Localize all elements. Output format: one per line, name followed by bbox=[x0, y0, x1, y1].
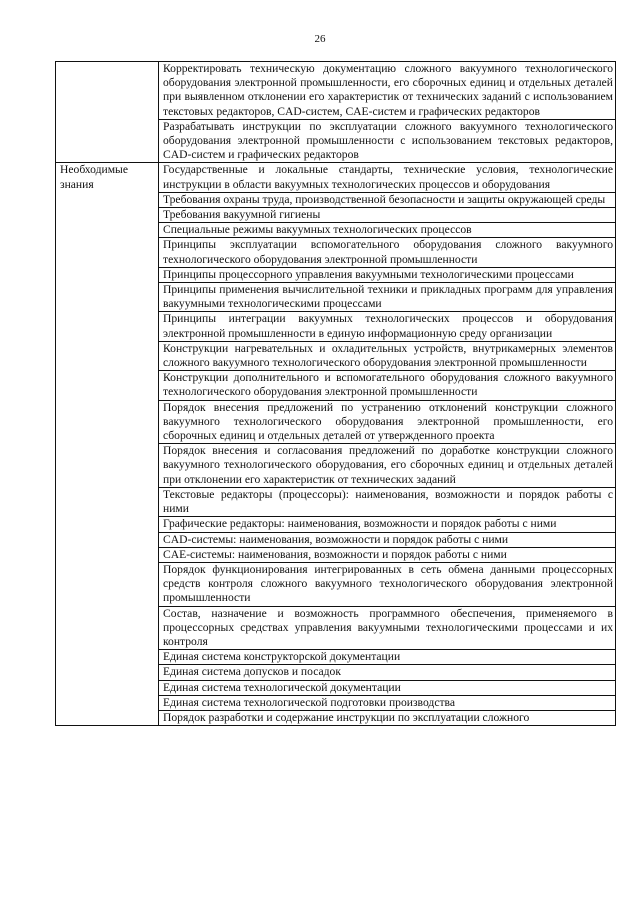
knowledge-item: Принципы процессорного управления вакуумными технологическими процессами bbox=[159, 267, 616, 282]
knowledge-item: Текстовые редакторы (процессоры): наименования, возможности и порядок работы с ними bbox=[159, 487, 616, 516]
knowledge-item: Порядок разработки и содержание инструкции по эксплуатации сложного bbox=[159, 710, 616, 725]
knowledge-item: Единая система допусков и посадок bbox=[159, 665, 616, 680]
knowledge-item: Принципы применения вычислительной техники и прикладных программ для управления вакуумными технологическими процессами bbox=[159, 283, 616, 312]
knowledge-item: CAD-системы: наименования, возможности и порядок работы с ними bbox=[159, 532, 616, 547]
knowledge-item: Требования вакуумной гигиены bbox=[159, 208, 616, 223]
knowledge-item: Единая система технологической подготовки производства bbox=[159, 695, 616, 710]
page-number: 26 bbox=[314, 33, 326, 45]
knowledge-item: Графические редакторы: наименования, возможности и порядок работы с ними bbox=[159, 517, 616, 532]
knowledge-item: Порядок функционирования интегрированных в сеть обмена данными процессорных средств контроля сложного вакуумного технологического оборудования электронной промышленности bbox=[159, 562, 616, 606]
knowledge-item: Конструкции нагревательных и охладительных устройств, внутрикамерных элементов сложного вакуумного технологического оборудования электронной промышленности bbox=[159, 341, 616, 370]
row-label-empty bbox=[56, 62, 159, 163]
knowledge-item: CAE-системы: наименования, возможности и порядок работы с ними bbox=[159, 547, 616, 562]
ability-item: Разрабатывать инструкции по эксплуатации сложного вакуумного технологического оборудования электронной промышленности с использованием текстовых редакторов, CAD-систем и графических редакторов bbox=[159, 119, 616, 163]
ability-item: Корректировать техническую документацию сложного вакуумного технологического оборудования электронной промышленности, его сборочных единиц и отдельных деталей при выявленном отклонении его характеристик от технических заданий с использованием текстовых редакторов, CAD-систем, CAE-систем и графических редакторов bbox=[159, 62, 616, 120]
knowledge-item: Конструкции дополнительного и вспомогательного оборудования сложного вакуумного технологического оборудования электронной промышленности bbox=[159, 371, 616, 400]
knowledge-item: Принципы эксплуатации вспомогательного оборудования сложного вакуумного технологического оборудования электронной промышленности bbox=[159, 238, 616, 267]
knowledge-label: Необходимые знания bbox=[56, 163, 159, 726]
knowledge-item: Специальные режимы вакуумных технологических процессов bbox=[159, 223, 616, 238]
knowledge-item: Принципы интеграции вакуумных технологических процессов и оборудования электронной промышленности в единую информационную среду организации bbox=[159, 312, 616, 341]
table-row bbox=[56, 62, 616, 120]
knowledge-item: Единая система технологической документации bbox=[159, 680, 616, 695]
knowledge-item: Государственные и локальные стандарты, технические условия, технологические инструкции в области вакуумных технологических процессов и оборудования bbox=[159, 163, 616, 192]
knowledge-item: Порядок внесения предложений по устранению отклонений конструкции сложного вакуумного технологического оборудования электронной промышленности, его сборочных единиц и отдельных деталей от утвержденного проекта bbox=[159, 400, 616, 444]
competency-table bbox=[55, 61, 616, 726]
knowledge-item: Требования охраны труда, производственной безопасности и защиты окружающей среды bbox=[159, 192, 616, 207]
knowledge-item: Единая система конструкторской документации bbox=[159, 650, 616, 665]
knowledge-item: Состав, назначение и возможность программного обеспечения, применяемого в процессорных средствах управления вакуумными технологическими процессами и их контроля bbox=[159, 606, 616, 650]
knowledge-item: Порядок внесения и согласования предложений по доработке конструкции сложного вакуумного технологического оборудования, его сборочных единиц и отдельных деталей при отклонении его характеристик от технических заданий bbox=[159, 444, 616, 488]
table-row bbox=[56, 163, 616, 192]
